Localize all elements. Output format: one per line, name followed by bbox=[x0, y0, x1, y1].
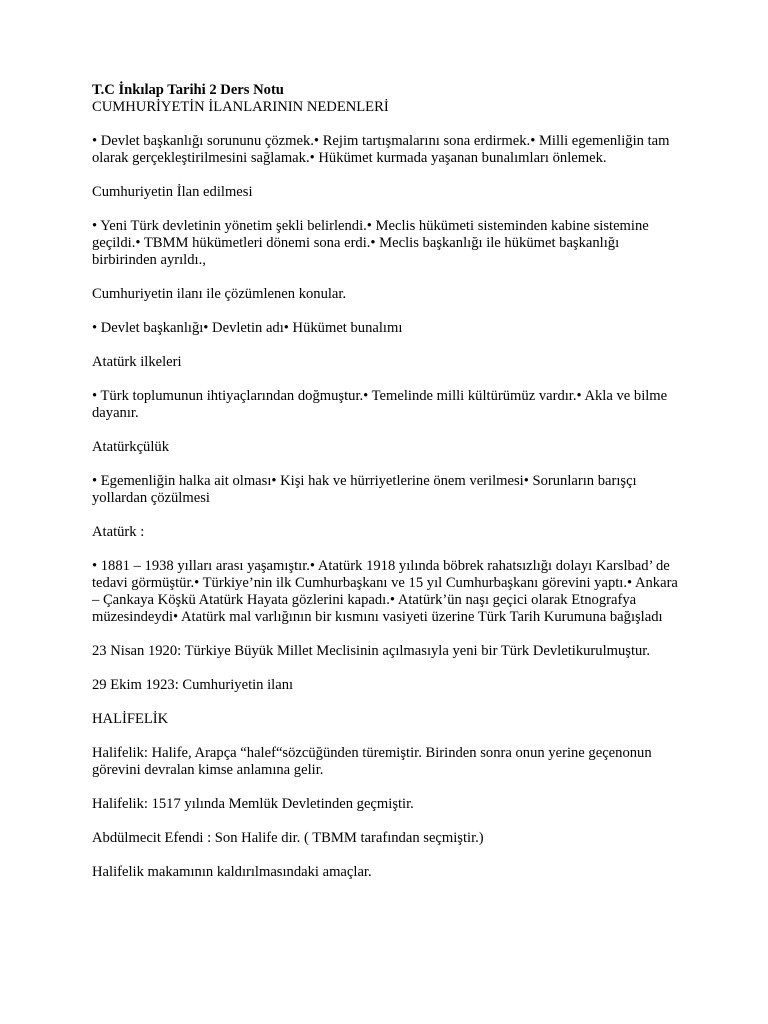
paragraph-29-ekim-1923: 29 Ekim 1923: Cumhuriyetin ilanı bbox=[92, 677, 294, 693]
heading-ataturk-ilkeleri: Atatürk ilkeleri bbox=[92, 354, 182, 370]
paragraph-ilan-sonuclari: • Yeni Türk devletinin yönetim şekli belirlendi.• Meclis hükümeti sisteminden kabine sistemine geçildi.• TBMM hükümetleri dönemi sona erdi.• Meclis başkanlığı ile hükümet başkanlığı birbirinden ayrıldı., bbox=[92, 218, 649, 268]
paragraph-halifelik-tanim: Halifelik: Halife, Arapça “halef“sözcüğünden türemiştir. Birinden sonra onun yerine geçenonun görevini devralan kimse anlamına gelir. bbox=[92, 745, 652, 778]
paragraph-abdulmecit-efendi: Abdülmecit Efendi : Son Halife dir. ( TBMM tarafından seçmiştir.) bbox=[92, 830, 484, 846]
paragraph-ataturkculuk: • Egemenliğin halka ait olması• Kişi hak ve hürriyetlerine önem verilmesi• Sorunların barışçı yollardan çözülmesi bbox=[92, 473, 637, 506]
heading-ataturk: Atatürk : bbox=[92, 524, 145, 540]
paragraph-nedenler-list: • Devlet başkanlığı sorununu çözmek.• Rejim tartışmalarını sona erdirmek.• Milli egemenliğin tam olarak gerçekleştirilmesini sağlamak.• Hükümet kurmada yaşanan bunalımları önlemek. bbox=[92, 133, 670, 166]
document-subtitle: CUMHURİYETİN İLANLARININ NEDENLERİ bbox=[92, 99, 389, 115]
document-title: T.C İnkılap Tarihi 2 Ders Notu bbox=[92, 82, 284, 98]
paragraph-ataturk-bilgiler: • 1881 – 1938 yılları arası yaşamıştır.• Atatürk 1918 yılında böbrek rahatsızlığı dolayı Karslbad’ de tedavi görmüştür.• Türkiye’nin ilk Cumhurbaşkanı ve 15 yıl Cumhurbaşkanı görevini yaptı.• Ankara – Çankaya Köşkü Atatürk Hayata gözlerini kapadı.• Atatürk’ün naşı geçici olarak Etnografya müzesindeydi• Atatürk mal varlığının bir kısmını vasiyeti üzerine Türk Tarih Kurumuna bağışladı bbox=[92, 558, 678, 625]
heading-ataturkculuk: Atatürkçülük bbox=[92, 439, 170, 455]
heading-cumhuriyetin-ilan-edilmesi: Cumhuriyetin İlan edilmesi bbox=[92, 184, 253, 200]
paragraph-cozumlenen-konular: • Devlet başkanlığı• Devletin adı• Hükümet bunalımı bbox=[92, 320, 403, 336]
heading-halifelik: HALİFELİK bbox=[92, 711, 169, 727]
paragraph-ataturk-ilkeleri: • Türk toplumunun ihtiyaçlarından doğmuştur.• Temelinde milli kültürümüz vardır.• Akla ve bilme dayanır. bbox=[92, 388, 668, 421]
paragraph-halifelik-1517: Halifelik: 1517 yılında Memlük Devletinden geçmiştir. bbox=[92, 796, 414, 812]
document-page bbox=[92, 82, 682, 898]
paragraph-23-nisan-1920: 23 Nisan 1920: Türkiye Büyük Millet Meclisinin açılmasıyla yeni bir Türk Devletikurulmuştur. bbox=[92, 643, 651, 659]
paragraph-halifelik-amaclar: Halifelik makamının kaldırılmasındaki amaçlar. bbox=[92, 864, 372, 880]
heading-cozumlenen-konular: Cumhuriyetin ilanı ile çözümlenen konular. bbox=[92, 286, 347, 302]
